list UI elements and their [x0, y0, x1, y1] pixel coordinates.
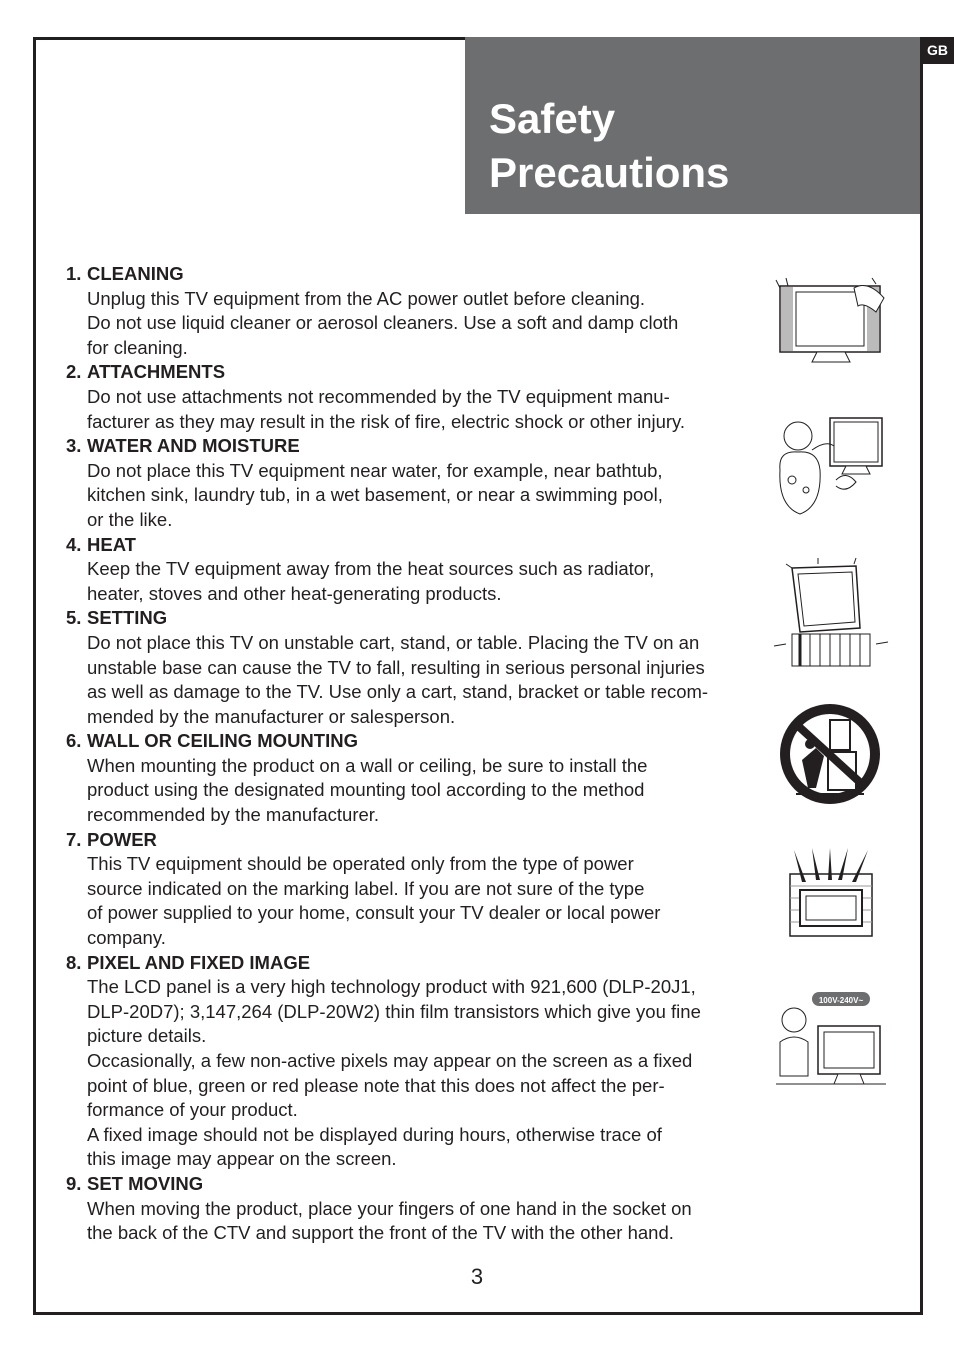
precaution-text-line: This TV equipment should be operated only from the type of power	[87, 853, 634, 875]
precaution-text-line: formance of your product.	[87, 1099, 298, 1121]
precaution-item	[66, 729, 746, 827]
precautions-list	[66, 262, 746, 1246]
precaution-text-line: Keep the TV equipment away from the heat sources such as radiator,	[87, 558, 655, 580]
precaution-text-line: source indicated on the marking label. If you are not sure of the type	[87, 877, 645, 899]
precaution-text-line: mended by the manufacturer or salesperson.	[87, 705, 456, 727]
heat-illustration	[772, 556, 890, 668]
precaution-heading	[66, 951, 746, 976]
precaution-heading	[66, 434, 746, 459]
water-illustration	[772, 410, 890, 520]
precaution-text-line: this image may appear on the screen.	[87, 1148, 397, 1170]
precaution-title: ATTACHMENTS	[87, 361, 226, 383]
precaution-heading	[66, 360, 746, 385]
precaution-text-line: kitchen sink, laundry tub, in a wet basement, or near a swimming pool,	[87, 484, 663, 506]
precaution-text-line: point of blue, green or red please note that this does not affect the per-	[87, 1074, 665, 1096]
precaution-text-line: Do not use liquid cleaner or aerosol cleaners. Use a soft and damp cloth	[87, 312, 679, 334]
precaution-title: SETTING	[87, 607, 168, 629]
precaution-title: HEAT	[87, 533, 136, 555]
cleaning-illustration	[772, 276, 890, 368]
precaution-number: 2.	[66, 361, 82, 383]
precaution-item	[66, 1172, 746, 1246]
no-cart-warning-icon	[772, 700, 890, 810]
precaution-number: 5.	[66, 607, 82, 629]
precaution-text-line: Do not use attachments not recommended by the TV equipment manu-	[87, 385, 670, 407]
precaution-text-line: Do not place this TV on unstable cart, stand, or table. Placing the TV on an	[87, 631, 700, 653]
precaution-text-line: When mounting the product on a wall or ceiling, be sure to install the	[87, 754, 648, 776]
precaution-number: 6.	[66, 730, 82, 752]
precaution-title: POWER	[87, 828, 157, 850]
precaution-text-line: heater, stoves and other heat-generating products.	[87, 582, 502, 604]
precaution-text-line: facturer as they may result in the risk of fire, electric shock or other injury.	[87, 410, 686, 432]
precaution-heading	[66, 262, 746, 287]
precaution-title: WATER AND MOISTURE	[87, 435, 300, 457]
precaution-text-line: of power supplied to your home, consult your TV dealer or local power	[87, 902, 661, 924]
precaution-text-line: company.	[87, 927, 166, 949]
precaution-heading	[66, 1172, 746, 1197]
precaution-text-line: recommended by the manufacturer.	[87, 804, 380, 826]
precaution-text-line: Occasionally, a few non-active pixels may appear on the screen as a fixed	[87, 1050, 693, 1071]
precaution-text-line: product using the designated mounting tool according to the method	[87, 779, 645, 801]
title-line-2: Precautions	[489, 149, 730, 196]
page-title	[489, 92, 729, 200]
precaution-item	[66, 360, 746, 434]
precaution-number: 4.	[66, 533, 82, 555]
precaution-number: 9.	[66, 1172, 82, 1194]
precaution-text-line: The LCD panel is a very high technology product with 921,600 (DLP-20J1,	[87, 976, 696, 998]
precaution-number: 8.	[66, 951, 82, 973]
precaution-text-line: picture details.	[87, 1025, 207, 1047]
precaution-text-line: or the like.	[87, 508, 173, 530]
precaution-text-line: unstable base can cause the TV to fall, resulting in serious personal injuries	[87, 656, 705, 678]
precaution-item	[66, 606, 746, 729]
precaution-text-line: as well as damage to the TV. Use only a cart, stand, bracket or table recom-	[87, 681, 709, 703]
precaution-number: 1.	[66, 263, 82, 284]
precaution-title: CLEANING	[87, 263, 184, 284]
precaution-text-line: the back of the CTV and support the front of the TV with the other hand.	[87, 1222, 674, 1244]
precaution-text-line: A fixed image should not be displayed during hours, otherwise trace of	[87, 1123, 662, 1145]
title-line-1: Safety	[489, 95, 616, 142]
precaution-text-line: for cleaning.	[87, 336, 188, 358]
precaution-heading	[66, 729, 746, 754]
precaution-heading	[66, 606, 746, 631]
precaution-item	[66, 533, 746, 607]
precaution-heading	[66, 828, 746, 853]
page-number: 3	[470, 1264, 484, 1289]
precaution-item	[66, 262, 746, 360]
precaution-item	[66, 828, 746, 951]
language-tab: GB	[921, 37, 954, 64]
voltage-label: 100V-240V~	[818, 996, 864, 1005]
precaution-text-line: DLP-20D7); 3,147,264 (DLP-20W2) thin film transistors which give you fine	[87, 1000, 701, 1022]
precaution-number: 3.	[66, 435, 82, 457]
power-illustration	[772, 980, 890, 1092]
precaution-title: WALL OR CEILING MOUNTING	[87, 730, 358, 752]
ventilation-illustration	[772, 846, 890, 940]
precaution-number: 7.	[66, 828, 82, 850]
precaution-text-line: Unplug this TV equipment from the AC power outlet before cleaning.	[87, 287, 646, 309]
precaution-title: SET MOVING	[87, 1172, 204, 1194]
precaution-heading	[66, 533, 746, 558]
precaution-item	[66, 434, 746, 532]
precaution-text-line: When moving the product, place your fingers of one hand in the socket on	[87, 1197, 692, 1219]
precaution-text-line: Do not place this TV equipment near water, for example, near bathtub,	[87, 459, 663, 481]
precaution-title: PIXEL AND FIXED IMAGE	[87, 951, 311, 973]
precaution-item	[66, 951, 746, 1172]
